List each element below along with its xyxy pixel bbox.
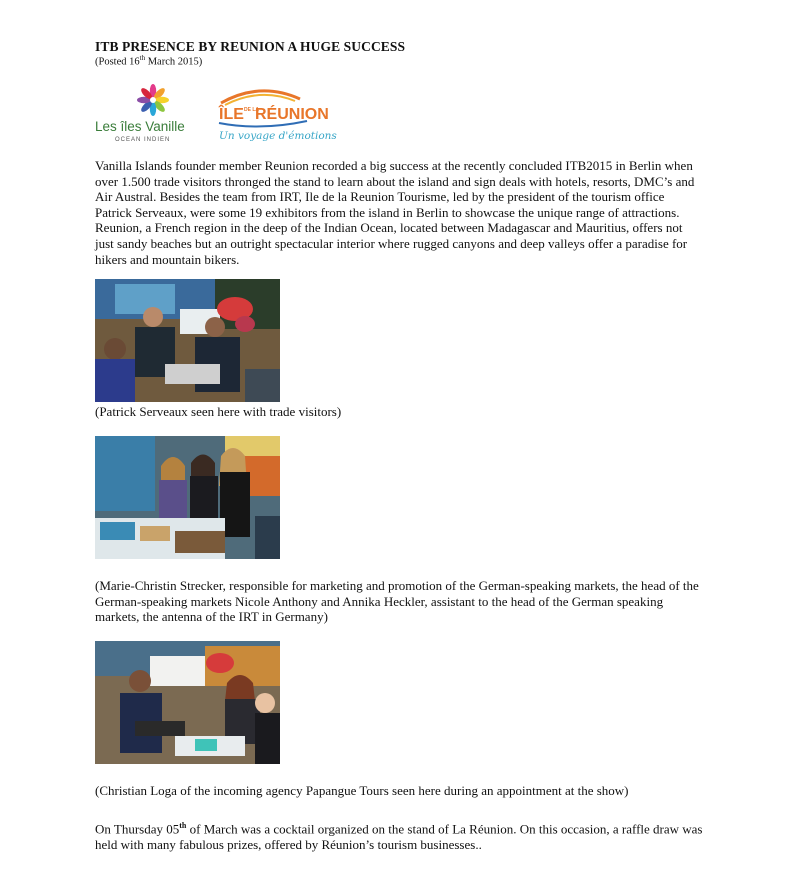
closing-paragraph bbox=[95, 818, 715, 853]
caption-photo3: (Christian Loga of the incoming agency Papangue Tours seen here during an appointment at the show) bbox=[95, 783, 629, 798]
reunion-name-2: RÉUNION bbox=[255, 106, 329, 123]
photo-trade-visitors bbox=[95, 279, 280, 402]
photo-appointment bbox=[95, 641, 280, 764]
intro-paragraph bbox=[95, 158, 715, 267]
intro-line: just sandy beaches but an outright spectacular interior where rugged canyons and deep valleys offer a paradise for bbox=[95, 235, 688, 251]
caption-photo2-line: German-speaking markets Nicole Anthony and Annika Heckler, assistant to the head of the German speaking bbox=[95, 593, 664, 609]
intro-line: over 1.500 trade visitors thronged the stand to learn about the island and sign deals with hotels, resorts, DMC’s and bbox=[95, 173, 695, 189]
closing-line-1 bbox=[95, 818, 715, 837]
posted-suffix: March 2015) bbox=[145, 56, 203, 68]
vanilla-name: Les îles Vanille bbox=[95, 119, 185, 134]
closing-line-2: held with many fabulous prizes, offered by Réunion’s tourism businesses.. bbox=[95, 836, 482, 852]
posted-prefix: (Posted 16 bbox=[95, 56, 140, 68]
vanilla-flower-icon bbox=[137, 84, 169, 116]
vanilla-sub: OCEAN INDIEN bbox=[115, 137, 171, 143]
reunion-tagline: Un voyage d'émotions bbox=[219, 130, 337, 142]
posted-sup: th bbox=[139, 54, 146, 62]
caption-photo2-line: markets, the antenna of the IRT in Germany) bbox=[95, 609, 328, 625]
article-title: ITB PRESENCE BY REUNION A HUGE SUCCESS bbox=[95, 39, 406, 54]
photo-team-members bbox=[95, 436, 280, 559]
reunion-name-1: ÎLE bbox=[219, 106, 244, 123]
intro-line: Patrick Serveaux, were some 19 exhibitors from the island in Berlin to showcase the unique range of attractions. bbox=[95, 204, 680, 220]
closing-prefix: On Thursday 05 bbox=[95, 821, 180, 837]
reunion-arc-icon bbox=[221, 91, 300, 105]
caption-photo2 bbox=[95, 578, 715, 625]
caption-photo2-line: (Marie-Christin Strecker, responsible for marketing and promotion of the German-speaking markets, the head of the bbox=[95, 578, 699, 593]
caption-photo1: (Patrick Serveaux seen here with trade visitors) bbox=[95, 404, 342, 419]
intro-line: Air Austral. Besides the team from IRT, Ile de la Reunion Tourisme, led by the president of the tourism office bbox=[95, 189, 665, 205]
intro-line: hikers and mountain bikers. bbox=[95, 251, 240, 267]
closing-suffix: of March was a cocktail organized on the stand of La Réunion. On this occasion, a raffle draw was bbox=[186, 821, 703, 837]
partner-logos bbox=[95, 83, 337, 145]
posted-date bbox=[95, 54, 202, 68]
reunion-name-small: DE LA bbox=[244, 107, 259, 113]
logo-graphic bbox=[95, 83, 337, 145]
closing-sup: th bbox=[179, 821, 187, 830]
intro-line: Reunion, a French region in the deep of the Indian Ocean, located between Madagascar and Mauritius, offers not bbox=[95, 220, 683, 236]
intro-line: Vanilla Islands founder member Reunion recorded a big success at the recently concluded ITB2015 in Berlin when bbox=[95, 158, 693, 173]
